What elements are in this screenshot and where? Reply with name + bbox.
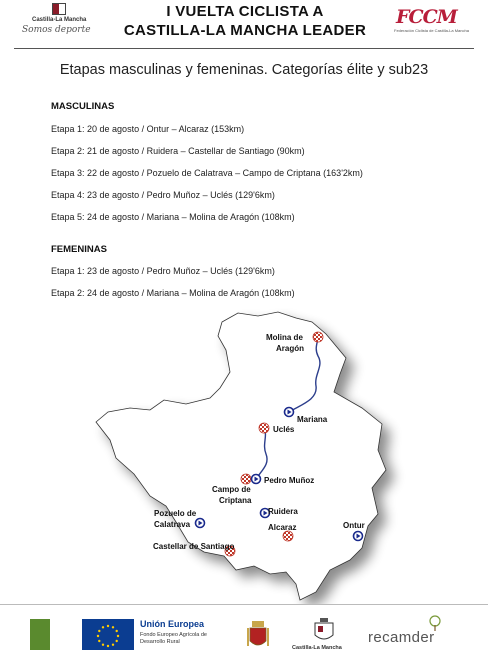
eu-flag-icon [82,619,134,650]
label-ruidera: Ruidera [268,507,298,516]
label-pozuelo-2: Calatrava [154,520,191,529]
femeninas-heading: FEMENINAS [51,244,107,255]
region-map [0,300,488,610]
recamder-logo [368,615,464,650]
finish-marker-molina [313,332,323,342]
castilla-la-mancha-logo [22,3,102,41]
label-campo-1: Campo de [212,485,251,494]
title-line-2: CASTILLA-LA MANCHA LEADER [123,22,367,39]
masculinas-stage-1: Etapa 1: 20 de agosto / Ontur – Alcaraz (153km) [51,124,245,134]
eu-subtitle: Fondo Europeo Agrícola de Desarrollo Rural [140,632,207,645]
femeninas-stage-1: Etapa 1: 23 de agosto / Pedro Muñoz – Uclés (129'6km) [51,266,275,276]
start-marker-mariana [285,408,294,417]
label-molina-2: Aragón [276,344,304,353]
fccm-logo [392,6,472,40]
header [0,0,488,44]
femeninas-stage-2: Etapa 2: 24 de agosto / Mariana – Molina de Aragón (108km) [51,288,295,298]
header-divider [14,48,474,49]
label-pedro-munoz: Pedro Muñoz [264,476,315,485]
eu-title: Unión Europea [140,619,205,629]
finish-marker-ucles [259,423,269,433]
finish-marker-campo [241,474,251,484]
clm-footer-logo [292,617,356,650]
masculinas-heading: MASCULINAS [51,101,115,112]
label-molina-1: Molina de [266,333,303,342]
label-alcaraz: Alcaraz [268,523,297,532]
start-marker-pozuelo [196,519,205,528]
start-marker-pedro-munoz [252,475,261,484]
footer-logos [0,604,488,650]
label-campo-2: Criptana [219,496,252,505]
fccm-logo-caption: Federación Ciclista de Castilla-La Mancha [394,28,469,33]
label-ontur: Ontur [343,521,365,530]
masculinas-stage-3: Etapa 3: 22 de agosto / Pozuelo de Calatrava – Campo de Criptana (163'2km) [51,168,363,178]
clm-logo-tagline: Somos deporte [22,25,91,35]
clm-footer-label: Castilla-La Mancha [292,645,342,650]
fccm-logo-mark: FCCM [396,6,457,28]
spain-coat-of-arms-icon [246,619,270,650]
masculinas-stage-5: Etapa 5: 24 de agosto / Mariana – Molina de Aragón (108km) [51,212,295,222]
title-line-1: I VUELTA CICLISTA A [166,3,324,20]
leader-logo [30,619,50,650]
page-subtitle: Etapas masculinas y femeninas. Categorías élite y sub23 [59,62,429,78]
masculinas-stage-2: Etapa 2: 21 de agosto / Ruidera – Castellar de Santiago (90km) [51,146,305,156]
clm-flag-icon [52,3,66,15]
label-castellar: Castellar de Santiago [153,542,235,551]
recamder-wordmark: recamder [368,629,435,646]
finish-marker-alcaraz [283,531,293,541]
masculinas-stage-4: Etapa 4: 23 de agosto / Pedro Muñoz – Uclés (129'6km) [51,190,275,200]
label-pozuelo-1: Pozuelo de [154,509,197,518]
page-title [120,2,370,40]
start-marker-ontur [354,532,363,541]
clm-crest-icon [312,617,336,643]
label-mariana: Mariana [297,415,328,424]
clm-logo-name: Castilla-La Mancha [32,17,87,23]
label-ucles: Uclés [273,425,295,434]
region-outline [96,312,386,600]
